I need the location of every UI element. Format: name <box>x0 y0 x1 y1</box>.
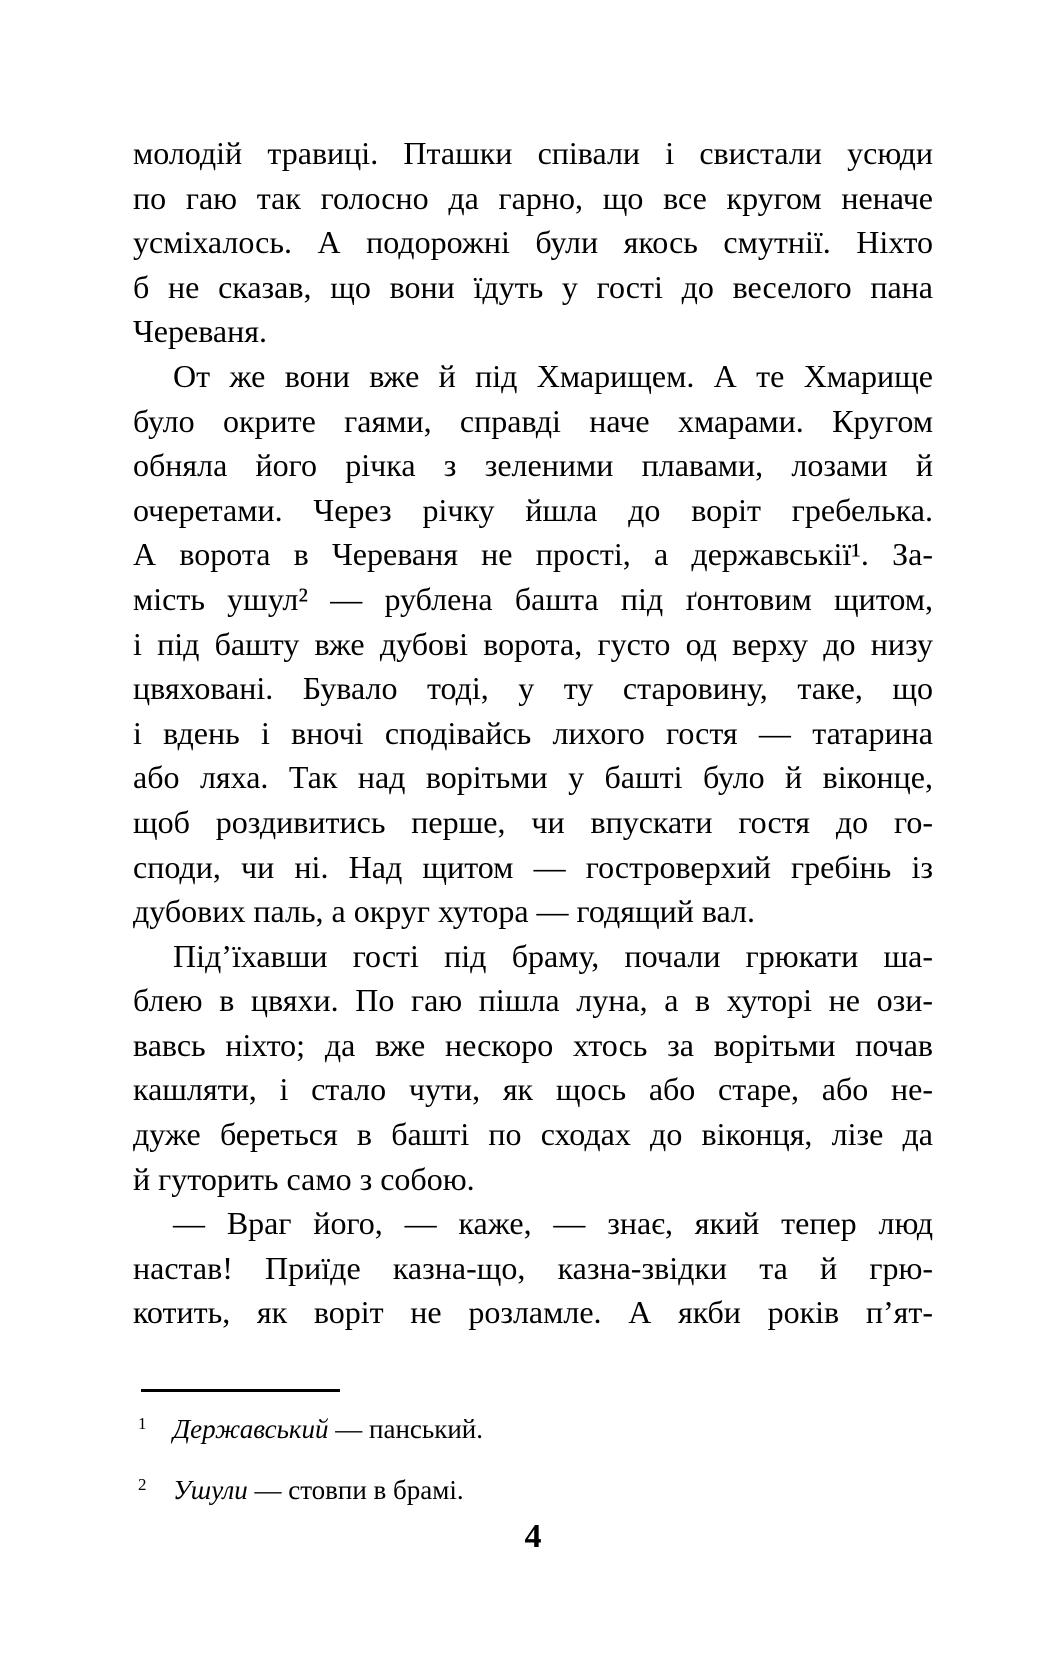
footnote-1-definition: — панський. <box>335 1414 483 1444</box>
text-line: котить, як воріт не розламле. А якби років п’ят- <box>133 1294 933 1331</box>
footnotes <box>133 1389 933 1509</box>
text-line: було окрите гаями, справді наче хмарами. Кругом <box>133 402 933 439</box>
page-number: 4 <box>524 1518 542 1555</box>
text-line: цвяховані. Бувало тоді, у ту старовину, таке, що <box>133 670 933 707</box>
footnote-1-marker: 1 <box>138 1414 147 1433</box>
text-line: або ляха. Так над ворітьми у башті було й віконце, <box>133 759 933 796</box>
text-line: дуже береться в башті по сходах до віконця, лізе да <box>133 1116 933 1153</box>
footnote-2 <box>133 1466 933 1509</box>
footnote-2-term: Ушули <box>173 1475 248 1505</box>
text-line: кашляти, і стало чути, як щось або старе, або не- <box>133 1071 933 1108</box>
text-line: споди, чи ні. Над щитом — гостроверхий гребінь із <box>133 848 933 885</box>
text-line: А ворота в Череваня не прості, а державськії¹. За- <box>133 536 933 573</box>
text-line: обняла його річка з зеленими плавами, лозами й <box>133 447 933 484</box>
text-line: щоб роздивитись перше, чи впускати гостя до го- <box>133 803 933 840</box>
text-line: Під’їхавши гості під браму, почали грюкати ша- <box>173 937 933 974</box>
text-line: і під башту вже дубові ворота, густо од верху до низу <box>133 625 933 662</box>
footnote-2-definition: — стовпи в брамі. <box>254 1475 464 1505</box>
footnote-1-term: Державський <box>173 1414 329 1444</box>
text-line: по гаю так голосно да гарно, що все кругом неначе <box>133 179 933 216</box>
footnote-2-marker: 2 <box>138 1475 147 1494</box>
text-line: очеретами. Через річку йшла до воріт гребелька. <box>133 491 933 528</box>
text-line: дубових паль, а округ хутора — годящий вал. <box>133 893 755 930</box>
text-line: і вдень і вночі сподівайсь лихого гостя — татарина <box>133 714 933 751</box>
text-line: настав! Приїде казна-що, казна-звідки та й грю- <box>133 1249 933 1286</box>
text-line: молодій травиці. Пташки співали і свистали усюди <box>133 135 933 171</box>
text-line: б не сказав, що вони їдуть у гості до веселого пана <box>133 268 933 305</box>
body-text <box>133 131 933 1335</box>
text-line: й гуторить само з собою. <box>133 1160 475 1197</box>
text-line: вавсь ніхто; да вже нескоро хтось за ворітьми почав <box>133 1026 933 1063</box>
text-line: Череваня. <box>133 313 267 350</box>
text-line: — Враг його, — каже, — знає, який тепер люд <box>173 1205 933 1242</box>
text-line: блею в цвяхи. По гаю пішла луна, а в хуторі не ози- <box>133 982 933 1019</box>
footnote-1 <box>133 1405 933 1448</box>
text-line: усміхалось. А подорожні були якось смутнії. Ніхто <box>133 224 933 261</box>
text-line: мість ушул² — рублена башта під ґонтовим щитом, <box>133 580 933 617</box>
text-line: От же вони вже й під Хмарищем. А те Хмарище <box>173 357 933 394</box>
footnote-separator-rule <box>141 1389 340 1392</box>
